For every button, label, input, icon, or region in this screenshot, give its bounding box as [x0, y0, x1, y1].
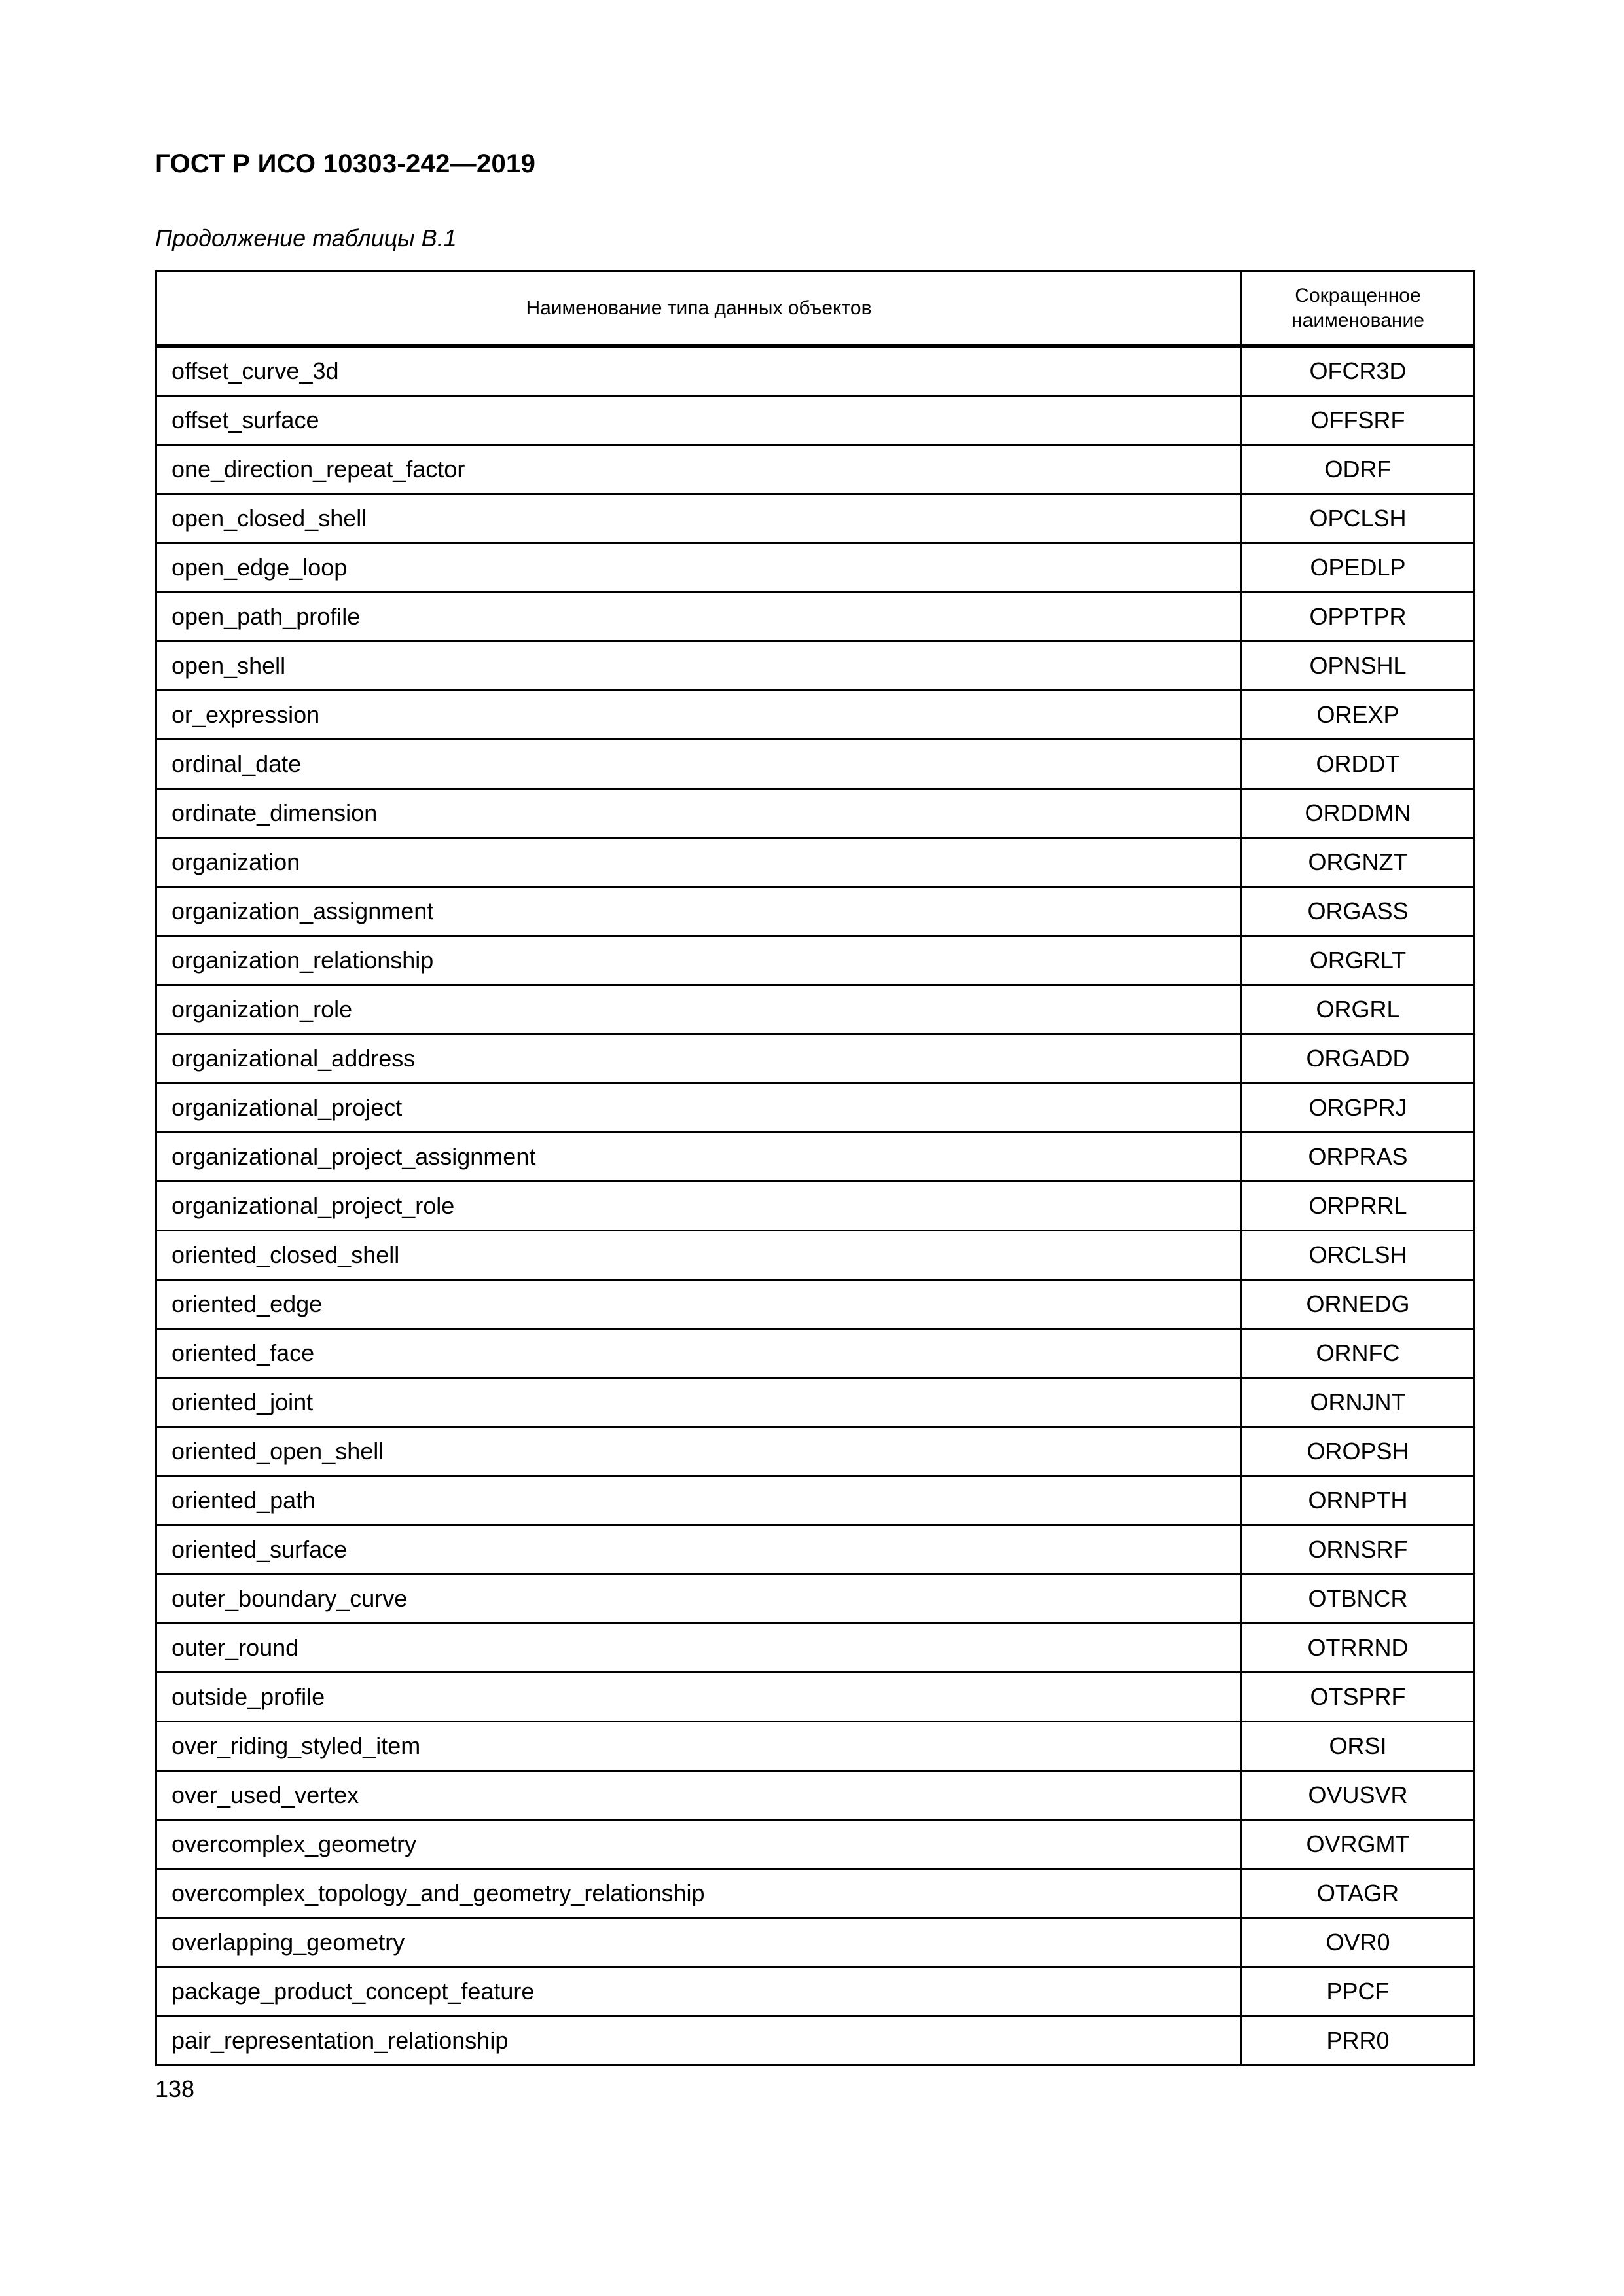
table-row: [156, 1722, 1475, 1771]
entity-name-cell: oriented_joint: [156, 1378, 1242, 1427]
table-row: [156, 396, 1475, 445]
entity-name-cell: overcomplex_geometry: [156, 1820, 1242, 1869]
table-row: [156, 1133, 1475, 1182]
entity-name-cell: over_riding_styled_item: [156, 1722, 1242, 1771]
abbreviation-cell: ORGRLT: [1242, 936, 1475, 985]
entity-name-cell: organization_role: [156, 985, 1242, 1034]
abbreviation-cell: PRR0: [1242, 2016, 1475, 2066]
abbreviation-cell: ORPRRL: [1242, 1182, 1475, 1231]
entity-name-cell: organizational_project_assignment: [156, 1133, 1242, 1182]
abbreviation-cell: ORDDMN: [1242, 789, 1475, 838]
entity-name-cell: outer_round: [156, 1624, 1242, 1673]
column-header-name: Наименование типа данных объектов: [156, 272, 1242, 346]
table-row: [156, 642, 1475, 691]
abbreviation-cell: ORGASS: [1242, 887, 1475, 936]
entity-name-cell: organizational_address: [156, 1034, 1242, 1084]
data-table: [155, 270, 1475, 2066]
table-row: [156, 691, 1475, 740]
column-header-abbreviation: [1242, 272, 1475, 346]
abbreviation-cell: ODRF: [1242, 445, 1475, 494]
abbreviation-cell: ORNFC: [1242, 1329, 1475, 1378]
table-row: [156, 543, 1475, 592]
abbreviation-cell: ORGNZT: [1242, 838, 1475, 887]
abbreviation-cell: OFFSRF: [1242, 396, 1475, 445]
entity-name-cell: oriented_surface: [156, 1525, 1242, 1575]
abbreviation-cell: OTBNCR: [1242, 1575, 1475, 1624]
entity-name-cell: oriented_face: [156, 1329, 1242, 1378]
entity-name-cell: outside_profile: [156, 1673, 1242, 1722]
entity-name-cell: outer_boundary_curve: [156, 1575, 1242, 1624]
table-row: [156, 740, 1475, 789]
entity-name-cell: or_expression: [156, 691, 1242, 740]
entity-name-cell: oriented_edge: [156, 1280, 1242, 1329]
table-row: [156, 346, 1475, 396]
table-row: [156, 1280, 1475, 1329]
abbreviation-cell: ORGADD: [1242, 1034, 1475, 1084]
entity-name-cell: overcomplex_topology_and_geometry_relationship: [156, 1869, 1242, 1918]
table-row: [156, 1918, 1475, 1967]
table-row: [156, 1084, 1475, 1133]
abbreviation-cell: OPCLSH: [1242, 494, 1475, 543]
table-header-row: [156, 272, 1475, 346]
abbreviation-cell: OFCR3D: [1242, 346, 1475, 396]
abbreviation-cell: OREXP: [1242, 691, 1475, 740]
entity-name-cell: over_used_vertex: [156, 1771, 1242, 1820]
column-header-abbreviation-line2: наименование: [1291, 310, 1424, 331]
table-row: [156, 1329, 1475, 1378]
entity-name-cell: offset_surface: [156, 396, 1242, 445]
entity-name-cell: organization_assignment: [156, 887, 1242, 936]
abbreviation-cell: ORDDT: [1242, 740, 1475, 789]
column-header-abbreviation-line1: Сокращенное: [1295, 285, 1421, 306]
entity-name-cell: oriented_path: [156, 1476, 1242, 1525]
table-row: [156, 838, 1475, 887]
abbreviation-cell: OTSPRF: [1242, 1673, 1475, 1722]
abbreviation-cell: ORCLSH: [1242, 1231, 1475, 1280]
document-header: ГОСТ Р ИСО 10303-242—2019: [155, 149, 536, 178]
abbreviation-cell: ORNEDG: [1242, 1280, 1475, 1329]
table-row: [156, 1525, 1475, 1575]
table-row: [156, 1820, 1475, 1869]
table-row: [156, 1182, 1475, 1231]
table-row: [156, 1231, 1475, 1280]
abbreviation-cell: ORSI: [1242, 1722, 1475, 1771]
entity-name-cell: one_direction_repeat_factor: [156, 445, 1242, 494]
table-row: [156, 1476, 1475, 1525]
entity-name-cell: open_shell: [156, 642, 1242, 691]
table-row: [156, 1869, 1475, 1918]
table-row: [156, 1771, 1475, 1820]
table-row: [156, 887, 1475, 936]
entity-name-cell: open_closed_shell: [156, 494, 1242, 543]
table-row: [156, 1034, 1475, 1084]
data-table-container: [155, 270, 1473, 2066]
table-row: [156, 1624, 1475, 1673]
table-caption: Продолжение таблицы В.1: [155, 225, 457, 251]
table-row: [156, 445, 1475, 494]
abbreviation-cell: OROPSH: [1242, 1427, 1475, 1476]
table-row: [156, 494, 1475, 543]
entity-name-cell: offset_curve_3d: [156, 346, 1242, 396]
abbreviation-cell: OTRRND: [1242, 1624, 1475, 1673]
entity-name-cell: organizational_project: [156, 1084, 1242, 1133]
entity-name-cell: package_product_concept_feature: [156, 1967, 1242, 2016]
entity-name-cell: open_edge_loop: [156, 543, 1242, 592]
abbreviation-cell: OPPTPR: [1242, 592, 1475, 642]
entity-name-cell: open_path_profile: [156, 592, 1242, 642]
table-row: [156, 985, 1475, 1034]
entity-name-cell: pair_representation_relationship: [156, 2016, 1242, 2066]
entity-name-cell: ordinal_date: [156, 740, 1242, 789]
table-row: [156, 1427, 1475, 1476]
table-body: [156, 346, 1475, 2066]
entity-name-cell: organization_relationship: [156, 936, 1242, 985]
abbreviation-cell: PPCF: [1242, 1967, 1475, 2016]
table-row: [156, 1575, 1475, 1624]
abbreviation-cell: ORGPRJ: [1242, 1084, 1475, 1133]
abbreviation-cell: ORNJNT: [1242, 1378, 1475, 1427]
table-row: [156, 1378, 1475, 1427]
entity-name-cell: overlapping_geometry: [156, 1918, 1242, 1967]
abbreviation-cell: ORGRL: [1242, 985, 1475, 1034]
abbreviation-cell: OTAGR: [1242, 1869, 1475, 1918]
table-row: [156, 2016, 1475, 2066]
table-row: [156, 789, 1475, 838]
entity-name-cell: organization: [156, 838, 1242, 887]
table-row: [156, 936, 1475, 985]
table-row: [156, 1967, 1475, 2016]
abbreviation-cell: ORNSRF: [1242, 1525, 1475, 1575]
entity-name-cell: ordinate_dimension: [156, 789, 1242, 838]
table-row: [156, 592, 1475, 642]
abbreviation-cell: ORNPTH: [1242, 1476, 1475, 1525]
entity-name-cell: oriented_closed_shell: [156, 1231, 1242, 1280]
page-number: 138: [155, 2075, 195, 2102]
abbreviation-cell: OPEDLP: [1242, 543, 1475, 592]
table-row: [156, 1673, 1475, 1722]
abbreviation-cell: ORPRAS: [1242, 1133, 1475, 1182]
abbreviation-cell: OVUSVR: [1242, 1771, 1475, 1820]
abbreviation-cell: OPNSHL: [1242, 642, 1475, 691]
entity-name-cell: organizational_project_role: [156, 1182, 1242, 1231]
abbreviation-cell: OVRGMT: [1242, 1820, 1475, 1869]
entity-name-cell: oriented_open_shell: [156, 1427, 1242, 1476]
abbreviation-cell: OVR0: [1242, 1918, 1475, 1967]
